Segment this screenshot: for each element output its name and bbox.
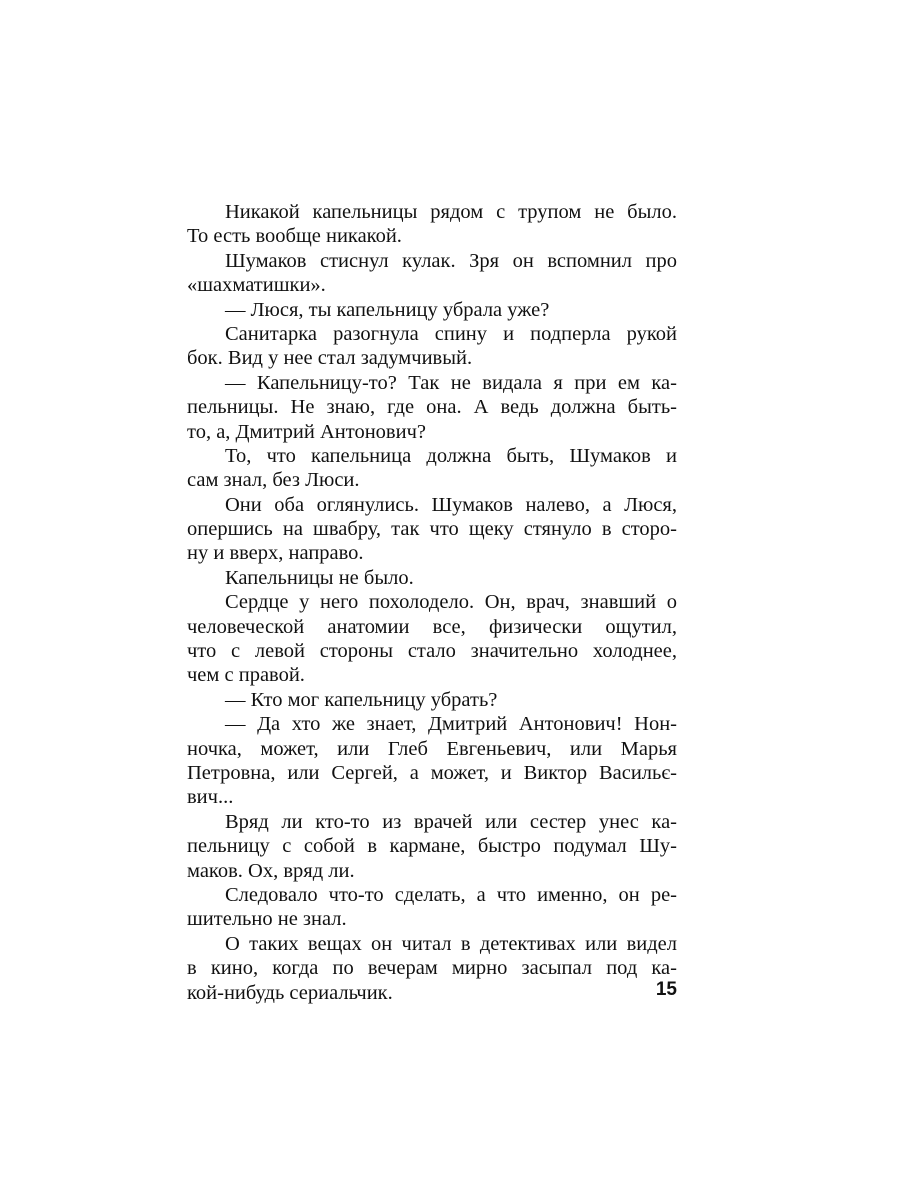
text-line: Петровна, или Сергей, а может, и Виктор Васильє-: [187, 761, 677, 784]
text-line: Сердце у него похолодело. Он, врач, знавший о: [225, 591, 677, 614]
text-line: — Да хто же знает, Дмитрий Антонович! Нон-: [225, 713, 677, 736]
text-line: кой-нибудь сериальчик.: [187, 981, 393, 1004]
text-line: маков. Ох, вряд ли.: [187, 859, 355, 882]
text-line: Шумаков стиснул кулак. Зря он вспомнил про: [225, 249, 677, 272]
text-line: — Капельницу-то? Так не видала я при ем ка-: [225, 371, 677, 394]
text-line: в кино, когда по вечерам мирно засыпал под ка-: [187, 957, 677, 980]
body-text: [187, 200, 677, 1005]
text-line: О таких вещах он читал в детективах или видел: [225, 932, 677, 955]
text-line: Никакой капельницы рядом с трупом не было.: [225, 201, 677, 223]
text-line: опершись на швабру, так что щеку стянуло в сторо-: [187, 518, 677, 541]
text-line: — Люся, ты капельницу убрала уже?: [225, 298, 550, 321]
text-line: бок. Вид у нее стал задумчивый.: [187, 347, 473, 370]
text-line: пельницы. Не знаю, где она. А ведь должна быть-: [187, 396, 677, 419]
text-line: То есть вообще никакой.: [187, 225, 402, 248]
text-line: человеческой анатомии все, физически ощутил,: [187, 615, 677, 638]
text-line: чем с правой.: [187, 664, 305, 687]
text-line: Санитарка разогнула спину и подперла рукой: [225, 322, 677, 345]
text-line: вич...: [187, 786, 234, 809]
text-line: То, что капельница должна быть, Шумаков и: [225, 444, 677, 467]
text-line: что с левой стороны стало значительно холоднее,: [187, 640, 677, 663]
text-line: — Кто мог капельницу убрать?: [225, 688, 498, 711]
text-line: ну и вверх, направо.: [187, 542, 364, 565]
page-number: 15: [655, 979, 677, 1000]
text-line: Капельницы не было.: [225, 566, 414, 589]
text-line: Вряд ли кто-то из врачей или сестер унес ка-: [225, 810, 677, 833]
text-line: «шахматишки».: [187, 274, 326, 297]
text-line: Следовало что-то сделать, а что именно, он ре-: [225, 883, 677, 906]
text-line: шительно не знал.: [187, 908, 347, 931]
text-line: пельницу с собой в кармане, быстро подумал Шу-: [187, 835, 677, 858]
text-line: Они оба оглянулись. Шумаков налево, а Люся,: [225, 493, 677, 516]
text-line: ночка, может, или Глеб Евгеньевич, или Марья: [187, 737, 677, 760]
text-line: сам знал, без Люси.: [187, 469, 360, 492]
text-line: то, а, Дмитрий Антонович?: [187, 420, 426, 443]
